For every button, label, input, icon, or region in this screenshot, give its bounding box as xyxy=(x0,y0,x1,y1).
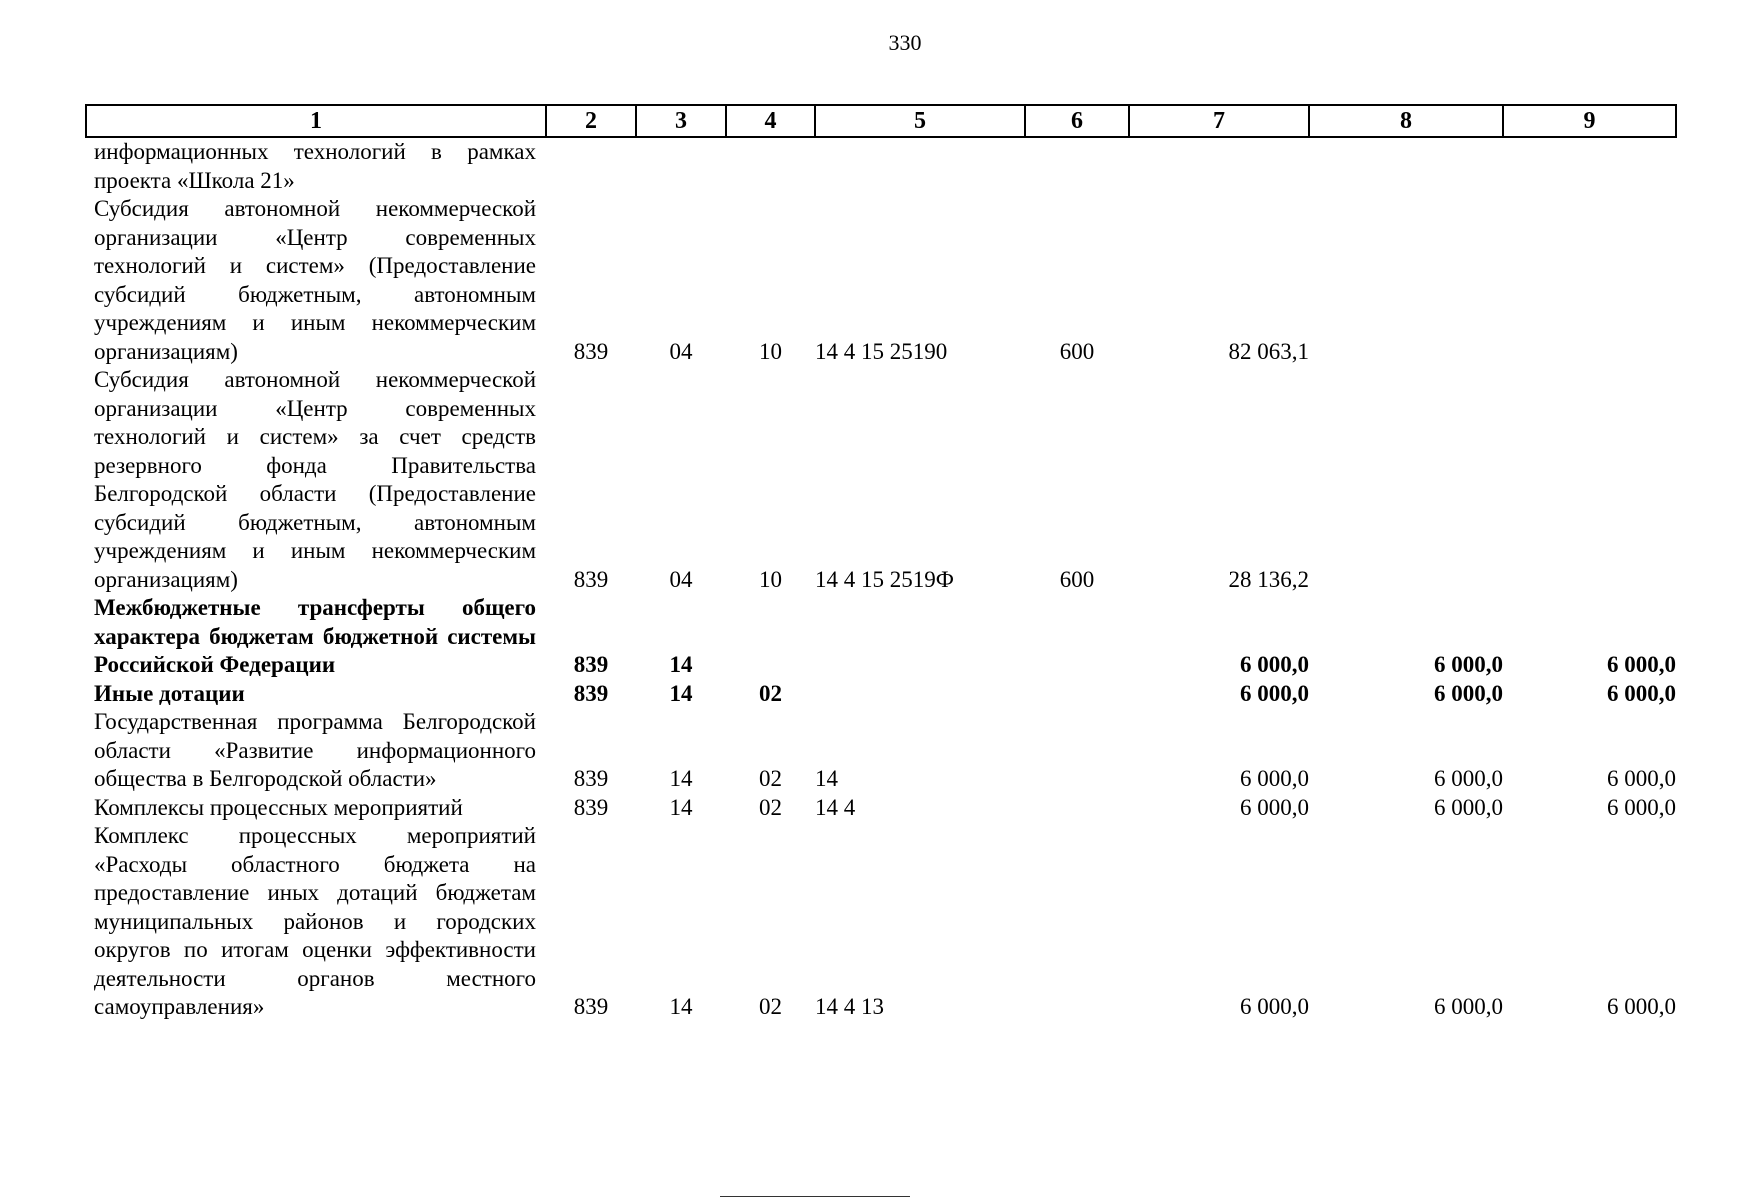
header-col-8: 8 xyxy=(1309,105,1503,137)
table-row xyxy=(86,137,1676,195)
item-name: Комплекс процессных мероприятий «Расходы областного бюджета на предоставление иных дотаций бюджетам муниципальных районов и городских округов по итогам оценки эффективности деятельности органов местного самоуправления» xyxy=(94,823,536,1019)
amount-col-8 xyxy=(1309,195,1503,366)
header-col-1: 1 xyxy=(86,105,546,137)
header-col-2: 2 xyxy=(546,105,636,137)
code-col-2: 839 xyxy=(573,794,609,820)
budget-table-container xyxy=(85,104,1675,1022)
code-col-4: 02 xyxy=(759,766,782,791)
code-col-2: 839 xyxy=(573,680,609,706)
code-col-5 xyxy=(815,594,1025,680)
code-col-5: 14 4 15 2519Ф xyxy=(815,566,954,592)
table-row xyxy=(86,195,1676,366)
code-col-3 xyxy=(636,137,726,195)
page-number: 330 xyxy=(888,30,922,55)
code-col-2: 839 xyxy=(573,566,609,592)
code-col-2: 839 xyxy=(573,338,609,364)
code-col-5 xyxy=(815,137,1025,195)
amount-col-9 xyxy=(1503,195,1676,366)
code-col-3: 14 xyxy=(669,680,693,706)
table-row xyxy=(86,708,1676,794)
table-row xyxy=(86,594,1676,680)
code-col-2 xyxy=(546,137,636,195)
amount-col-8: 6 000,0 xyxy=(1434,794,1503,820)
code-col-6 xyxy=(1025,794,1129,823)
code-col-3: 14 xyxy=(669,794,693,820)
code-col-4 xyxy=(726,137,815,195)
amount-col-8: 6 000,0 xyxy=(1434,680,1503,706)
amount-col-9 xyxy=(1503,366,1676,594)
code-col-5 xyxy=(815,680,1025,709)
code-col-3: 14 xyxy=(669,766,693,791)
code-col-5: 14 4 15 25190 xyxy=(815,338,948,364)
code-col-3: 04 xyxy=(669,338,693,364)
amount-col-8: 6 000,0 xyxy=(1434,766,1503,791)
amount-col-9: 6 000,0 xyxy=(1607,680,1676,706)
table-row xyxy=(86,822,1676,1022)
table-body xyxy=(86,137,1676,1022)
item-name: Государственная программа Белгородской области «Развитие информационного общества в Белгородской области» xyxy=(94,709,536,791)
code-col-5: 14 xyxy=(815,766,838,791)
code-col-5: 14 4 xyxy=(815,794,856,820)
amount-col-7: 28 136,2 xyxy=(1228,566,1309,592)
amount-col-9 xyxy=(1503,137,1676,195)
code-col-4: 02 xyxy=(759,794,782,820)
table-row xyxy=(86,794,1676,823)
table-row xyxy=(86,680,1676,709)
code-col-3: 14 xyxy=(669,652,693,677)
code-col-2: 839 xyxy=(573,652,609,677)
header-row xyxy=(86,105,1676,137)
code-col-2: 839 xyxy=(573,994,609,1019)
item-name: Комплексы процессных мероприятий xyxy=(94,794,463,820)
amount-col-7 xyxy=(1129,137,1309,195)
code-col-6 xyxy=(1025,680,1129,709)
amount-col-9: 6 000,0 xyxy=(1607,652,1676,677)
table-header xyxy=(86,105,1676,137)
item-name: Межбюджетные трансферты общего характера бюджетам бюджетной системы Российской Федерации xyxy=(94,595,536,677)
budget-table xyxy=(85,104,1677,1022)
amount-col-9: 6 000,0 xyxy=(1607,994,1676,1019)
amount-col-8 xyxy=(1309,137,1503,195)
code-col-6: 600 xyxy=(1059,338,1095,364)
item-name: информационных технологий в рамках проекта «Школа 21» xyxy=(94,139,536,193)
amount-col-8: 6 000,0 xyxy=(1434,652,1503,677)
amount-col-7: 6 000,0 xyxy=(1240,652,1309,677)
amount-col-8 xyxy=(1309,366,1503,594)
item-name: Субсидия автономной некоммерческой организации «Центр современных технологий и систем» за счет средств резервного фонда Правительства Белгородской области (Предоставление субсидий бюджетным, автономным учреждениям и иным некоммерческим организациям) xyxy=(94,367,536,592)
code-col-6: 600 xyxy=(1059,566,1095,592)
code-col-3: 14 xyxy=(669,994,693,1019)
code-col-4: 10 xyxy=(759,566,782,592)
code-col-6 xyxy=(1025,822,1129,1022)
code-col-4: 02 xyxy=(759,680,782,706)
code-col-4 xyxy=(726,594,815,680)
code-col-6 xyxy=(1025,708,1129,794)
code-col-3: 04 xyxy=(669,566,693,592)
code-col-4: 10 xyxy=(759,338,782,364)
code-col-6 xyxy=(1025,137,1129,195)
footer-rule xyxy=(720,1196,910,1197)
header-col-3: 3 xyxy=(636,105,726,137)
amount-col-7: 82 063,1 xyxy=(1228,338,1309,364)
amount-col-7: 6 000,0 xyxy=(1240,994,1309,1019)
amount-col-9: 6 000,0 xyxy=(1607,766,1676,791)
amount-col-9: 6 000,0 xyxy=(1607,794,1676,820)
header-col-7: 7 xyxy=(1129,105,1309,137)
amount-col-8: 6 000,0 xyxy=(1434,994,1503,1019)
header-col-9: 9 xyxy=(1503,105,1676,137)
header-col-6: 6 xyxy=(1025,105,1129,137)
item-name: Субсидия автономной некоммерческой организации «Центр современных технологий и систем» (Предоставление субсидий бюджетным, автономным учреждениям и иным некоммерческим организациям) xyxy=(94,196,536,364)
code-col-4: 02 xyxy=(759,994,782,1019)
code-col-5: 14 4 13 xyxy=(815,994,884,1019)
amount-col-7: 6 000,0 xyxy=(1240,794,1309,820)
header-col-5: 5 xyxy=(815,105,1025,137)
header-col-4: 4 xyxy=(726,105,815,137)
amount-col-7: 6 000,0 xyxy=(1240,766,1309,791)
code-col-6 xyxy=(1025,594,1129,680)
amount-col-7: 6 000,0 xyxy=(1240,680,1309,706)
code-col-2: 839 xyxy=(573,766,609,791)
table-row xyxy=(86,366,1676,594)
item-name: Иные дотации xyxy=(94,680,245,706)
